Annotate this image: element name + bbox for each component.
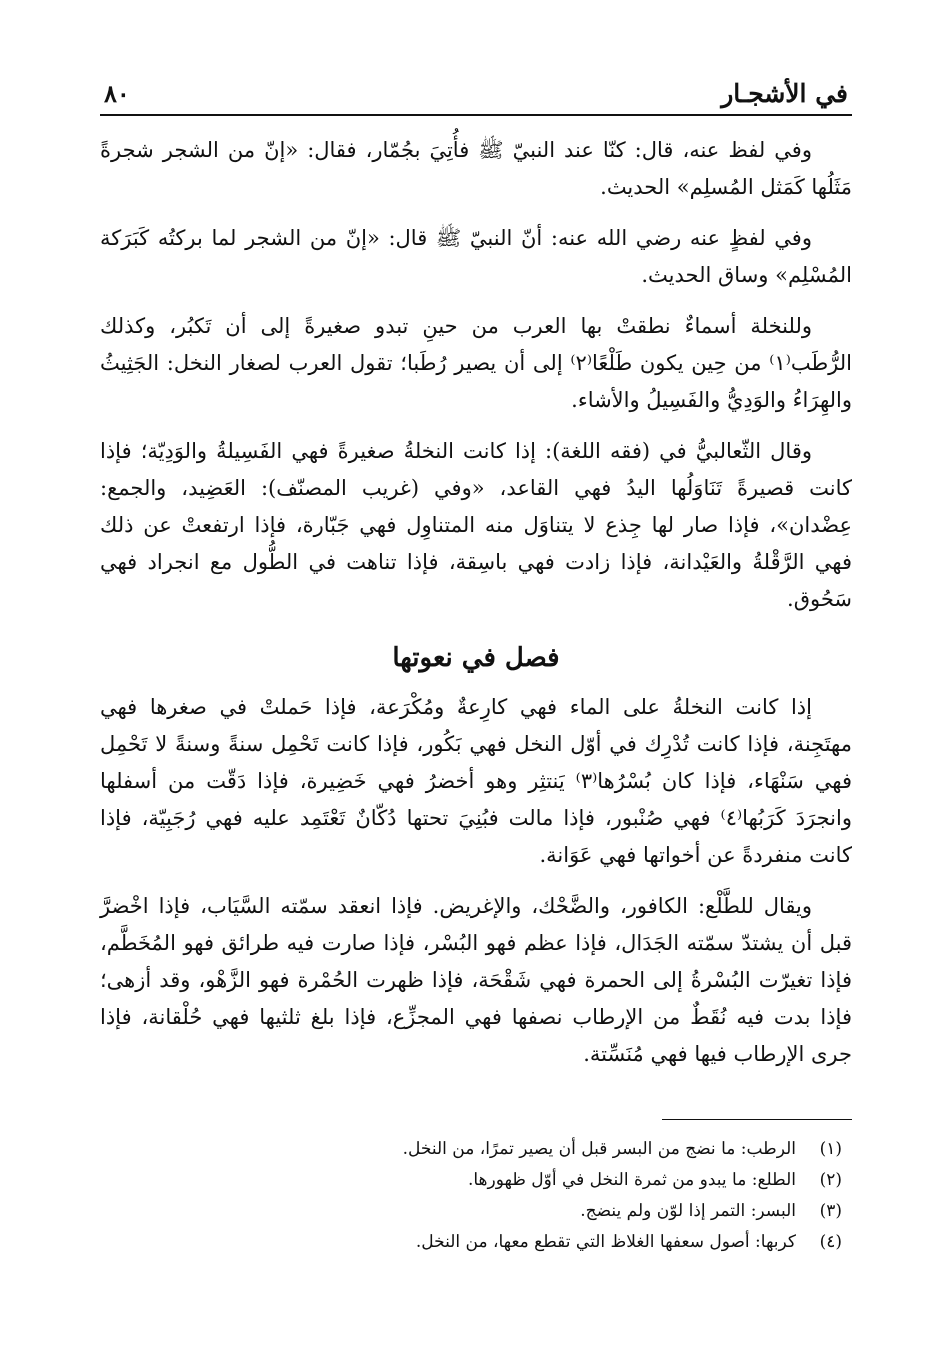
paragraph: وقال الثّعالبيُّ في (فقه اللغة): إذا كانت النخلةُ صغيرةً فهي الفَسِيلةُ والوَدِيّة؛ فإذا كانت قصيرةً تَنَاوَلُها اليدُ فهي القاعد، «وفي (غريب المصنّف): العَضِيد، والجمع: عِضْدان»، فإذا صار لها جِذع لا يتناوَل منه المتناوِل فهي جَبّارة، فإذا ارتفعتْ عن ذلك فهي الرَّقْلةُ والعَيْدانة، فإذا زادت فهي باسِقة، فإذا تناهت في الطُّول مع انجراد فهي سَحُوق. bbox=[100, 439, 852, 611]
running-title: في الأشجـار bbox=[721, 79, 848, 108]
page-header bbox=[100, 70, 852, 116]
footnote-number: (١) bbox=[819, 1139, 842, 1159]
footnote-divider bbox=[662, 1119, 852, 1120]
page-number: ٨٠ bbox=[104, 79, 130, 108]
footnote-text: كربها: أصول سعفها الغلاظ التي تقطع معها، من النخل. bbox=[415, 1232, 796, 1252]
footnote-text: الطلع: ما يبدو من ثمرة النخل في أوّل ظهورها. bbox=[467, 1170, 796, 1190]
footnote bbox=[100, 1165, 852, 1196]
paragraph: إذا كانت النخلةُ على الماء فهي كارِعةٌ ومُكْرَعة، فإذا حَملتْ في صغرها فهي مهتَجِنة، فإذا كانت تُدْرِك في أوّل النخل فهي بَكُور، فإذا كانت تَحْمِل سنةً وسنةً لا تَحْمِل فهي سَنْهَاء، فإذا كان بُسْرُها⁽٣⁾ يَنتثِر وهو أخضرُ فهي خَضِيرة، فإذا دَقّت من أسفلها وانجرَدَ كَرَبُها⁽٤⁾ فهي صُنْبور، فإذا مالت فبُنِيَ تحتها دُكّانٌ تَعْتَمِد عليه فهي رُجَبِيّة، فإذا كانت منفردةً عن أخواتها فهي عَوَانة. bbox=[100, 695, 853, 867]
footnote bbox=[100, 1196, 852, 1227]
footnote-text: البسر: التمر إذا لوّن ولم ينضج. bbox=[580, 1201, 796, 1221]
footnote-number: (٣) bbox=[819, 1201, 842, 1221]
book-page bbox=[100, 70, 852, 1258]
footnote-number: (٢) bbox=[819, 1170, 842, 1190]
paragraph: وللنخلة أسماءٌ نطقتْ بها العرب من حينِ تبدو صغيرةً إلى أن تَكبُر، وكذلك الرُّطَب⁽١⁾ من حِين يكون طَلْعًا⁽٢⁾ إلى أن يصير رُطَبا؛ تقول العرب لصغار النخل: الجَثِيثُ والهِرَاءُ والوَدِيُّ والفَسِيلُ والأشاء. bbox=[100, 314, 852, 412]
paragraph: ويقال للطَّلْع: الكافور، والضَّحْك، والإغريض. فإذا انعقد سمّته السَّيَاب، فإذا اخْضرَّ قبل أن يشتدّ سمّته الجَدَال، فإذا عظم فهو البُسْر، فإذا صارت فيه طرائق فهو المُخَطَّم، فإذا تغيرّت البُسْرةُ إلى الحمرة فهي شَقْحَة، فإذا ظهرت الحُمْرة فهو الزَّهْو، وقد أزهى؛ فإذا بدت فيه نُقَطٌ من الإرطاب نصفها فهي المجزِّع، فإذا بلغ ثلثيها فهي حُلْقانة، فإذا جرى الإرطاب فيها فهي مُنَسِّتة. bbox=[100, 894, 852, 1066]
footnote bbox=[100, 1134, 852, 1165]
footnote-text: الرطب: ما نضج من البسر قبل أن يصير تمرًا، من النخل. bbox=[402, 1139, 796, 1159]
section-heading: فصل في نعوتها bbox=[392, 643, 560, 673]
body-text bbox=[100, 132, 852, 1073]
paragraph: وفي لفظٍ عنه رضي الله عنه: أنّ النبيّ ﷺ قال: «إنّ من الشجر لما بركتُه كَبَرَكة المُسْلِم» وساق الحديث. bbox=[100, 226, 852, 287]
footnote bbox=[100, 1227, 852, 1258]
footnote-number: (٤) bbox=[819, 1232, 842, 1252]
paragraph: وفي لفظ عنه، قال: كنّا عند النبيّ ﷺ فأُتِيَ بجُمّار، فقال: «إنّ من الشجر شجرةً مَثَلُها كَمَثل المُسلِم» الحديث. bbox=[100, 138, 852, 199]
footnotes bbox=[100, 1134, 852, 1258]
